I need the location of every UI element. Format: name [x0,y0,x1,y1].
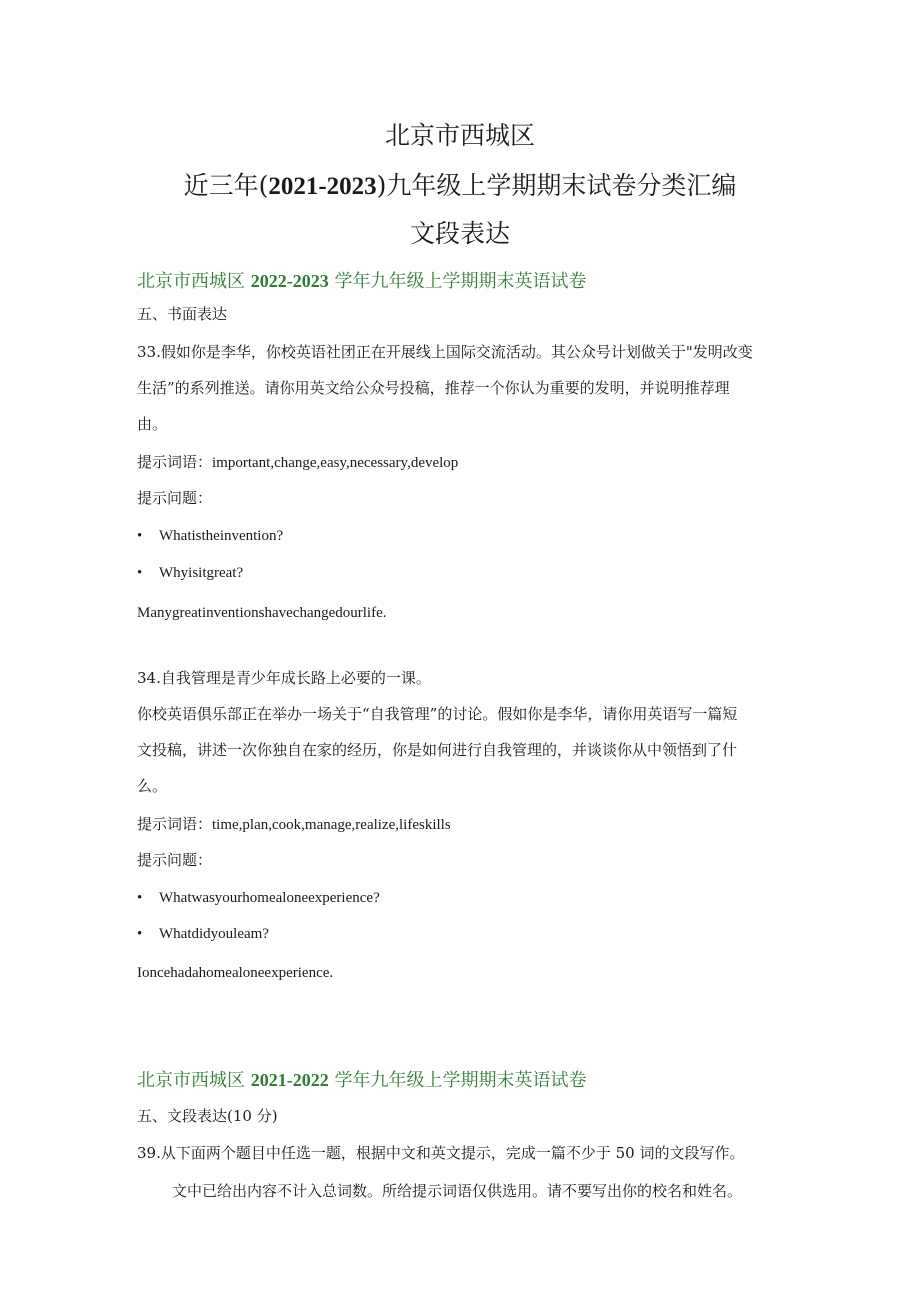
hint-words-label: 提示词语： [137,815,213,833]
doc-title-line1: 北京市西城区 [384,121,535,150]
q33-line3: 由。 [137,415,168,433]
part-label: 五、书面表达 [137,305,228,323]
heading-suffix: 学年九年级上学期期末英语试卷 [328,271,587,292]
heading-years: 2021-2022 [250,1070,329,1090]
part-label: 五、文段表达(10 分) [137,1107,278,1125]
section-heading-2021-2022 [137,1066,586,1092]
heading-prefix: 北京市西城区 [137,1070,251,1091]
q33-hint-words [137,452,458,473]
heading-prefix: 北京市西城区 [137,271,251,292]
q34-hint-words [137,814,451,835]
bullet-icon: • [137,926,143,942]
hint-words: important,change,easy,necessary,develop [212,455,459,471]
bullet-text: Whyisitgreat? [159,565,244,581]
hint-words: time,plan,cook,manage,realize,lifeskills [212,817,451,833]
title-prefix: 近三年( [183,171,269,200]
q33-bullet-2 [137,565,243,582]
bullet-text: Whatdidyouleam? [159,926,269,942]
hint-words-label: 提示词语： [137,453,213,471]
q33-hint-questions-label: 提示问题： [137,489,213,507]
q34-hint-questions-label: 提示问题： [137,851,213,869]
doc-title-line2 [0,166,920,202]
q34-line4: 么。 [137,777,168,795]
bullet-icon: • [137,528,143,544]
q39-line1: 39.从下面两个题目中任选一题，根据中文和英文提示，完成一篇不少于 50 词的文段写作。 [137,1144,745,1162]
q33-bullet-1 [137,528,283,545]
doc-title-line3: 文段表达 [409,219,510,248]
q33-line1: 33.假如你是李华，你校英语社团正在开展线上国际交流活动。其公众号计划做关于"发明改变 [137,343,753,361]
heading-years: 2022-2023 [250,271,329,291]
section-heading-2022-2023 [137,267,586,293]
q34-bullet-2 [137,926,269,943]
bullet-icon: • [137,890,143,906]
bullet-text: Whatistheinvention? [159,528,284,544]
q34-opening: Ioncehadahomealoneexperience. [137,965,334,981]
title-years: 2021-2023 [268,173,377,200]
heading-suffix: 学年九年级上学期期末英语试卷 [328,1070,587,1091]
q33-line2: 生活”的系列推送。请你用英文给公众号投稿，推荐一个你认为重要的发明，并说明推荐理 [137,379,730,397]
q34-line1: 34.自我管理是青少年成长路上必要的一课。 [137,669,431,687]
q34-line2: 你校英语俱乐部正在举办一场关于“自我管理”的讨论。假如你是李华，请你用英语写一篇短 [137,705,738,723]
bullet-icon: • [137,565,143,581]
q34-bullet-1 [137,890,380,907]
title-suffix: )九年级上学期期末试卷分类汇编 [376,171,737,200]
q39-line2: 文中已给出内容不计入总词数。所给提示词语仅供选用。请不要写出你的校名和姓名。 [172,1182,743,1200]
q34-line3: 文投稿，讲述一次你独自在家的经历，你是如何进行自我管理的，并谈谈你从中领悟到了什 [137,741,738,759]
q33-opening: Manygreatinventionshavechangedourlife. [137,605,387,621]
bullet-text: Whatwasyourhomealoneexperience? [159,890,380,906]
